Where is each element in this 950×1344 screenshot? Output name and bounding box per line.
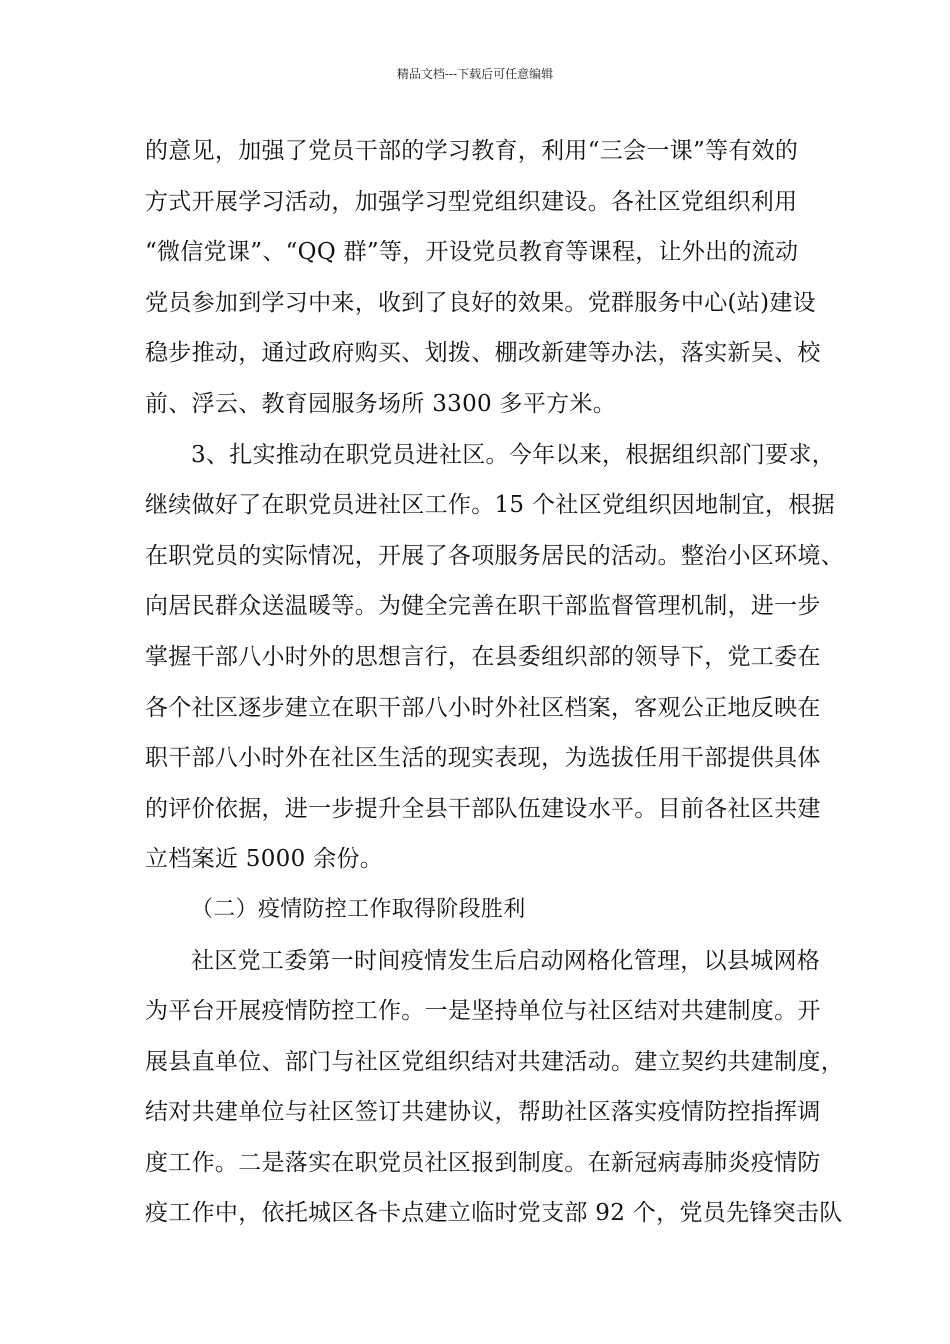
- paragraph-line: 党员参加到学习中来，收到了良好的效果。党群服务中心(站)建设: [145, 289, 816, 316]
- page-header: 精品文档---下载后可任意编辑: [396, 67, 554, 81]
- paragraph-line: 向居民群众送温暖等。为健全完善在职干部监督管理机制，进一步: [145, 593, 821, 620]
- paragraph-line: 为平台开展疫情防控工作。一是坚持单位与社区结对共建制度。开: [145, 998, 821, 1025]
- section-heading: （二）疫情防控工作取得阶段胜利: [191, 896, 526, 922]
- paragraph-line: 的意见，加强了党员干部的学习教育，利用“三会一课”等有效的: [145, 138, 799, 164]
- paragraph-line: 3、扎实推动在职党员进社区。今年以来，根据组织部门要求，: [191, 441, 836, 468]
- paragraph-line: 职干部八小时外在社区生活的现实表现，为选拔任用干部提供具体: [145, 745, 821, 772]
- paragraph-line: 社区党工委第一时间疫情发生后启动网格化管理，以县城网格: [191, 947, 821, 974]
- paragraph-line: 方式开展学习活动，加强学习型党组织建设。各社区党组织利用: [145, 188, 798, 215]
- paragraph-line: 各个社区逐步建立在职干部八小时外社区档案，客观公正地反映在: [145, 694, 821, 721]
- paragraph-line: 度工作。二是落实在职党员社区报到制度。在新冠病毒肺炎疫情防: [145, 1149, 821, 1176]
- paragraph-line: 疫工作中，依托城区各卡点建立临时党支部 92 个，党员先锋突击队: [145, 1200, 843, 1227]
- paragraph-line: 继续做好了在职党员进社区工作。15 个社区党组织因地制宜，根据: [145, 492, 835, 519]
- paragraph-line: 前、浮云、教育园服务场所 3300 多平方米。: [145, 390, 617, 417]
- paragraph-line: “微信党课”、“QQ 群”等，开设党员教育等课程，让外出的流动: [145, 239, 799, 266]
- paragraph-line: 展县直单位、部门与社区党组织结对共建活动。建立契约共建制度，: [145, 1048, 844, 1075]
- paragraph-line: 立档案近 5000 余份。: [145, 846, 384, 873]
- document-body: [145, 126, 844, 1239]
- paragraph-line: 稳步推动，通过政府购买、划拨、棚改新建等办法，落实新吴、校: [145, 340, 821, 367]
- paragraph-line: 结对共建单位与社区签订共建协议，帮助社区落实疫情防控指挥调: [145, 1099, 821, 1126]
- paragraph-line: 掌握干部八小时外的思想言行，在县委组织部的领导下，党工委在: [145, 643, 821, 670]
- paragraph-line: 的评价依据，进一步提升全县干部队伍建设水平。目前各社区共建: [145, 795, 821, 822]
- paragraph-line: 在职党员的实际情况，开展了各项服务居民的活动。整治小区环境、: [145, 542, 844, 569]
